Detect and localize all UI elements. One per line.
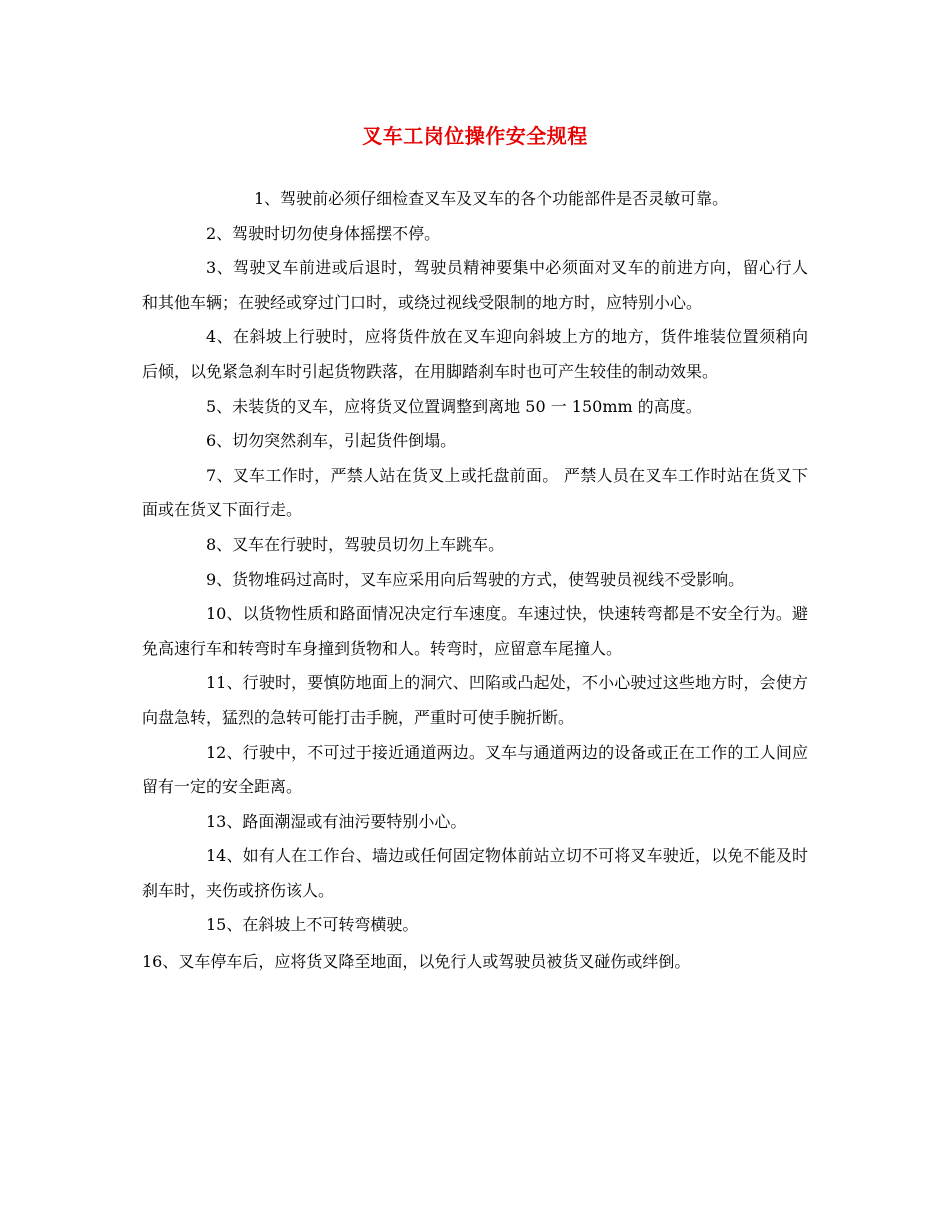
rule-paragraph-12: 12、行驶中，不可过于接近通道两边。叉车与通道两边的设备或正在工作的工人间应留有一定的安全距离。 bbox=[142, 742, 808, 797]
document-title: 叉车工岗位操作安全规程 bbox=[362, 124, 588, 148]
rule-paragraph-9: 9、货物堆码过高时，叉车应采用向后驾驶的方式，使驾驶员视线不受影响。 bbox=[206, 569, 745, 589]
rule-paragraph-13: 13、路面潮湿或有油污要特别小心。 bbox=[206, 811, 467, 831]
rule-paragraph-16: 16、叉车停车后，应将货叉降至地面，以免行人或驾驶员被货叉碰伤或绊倒。 bbox=[142, 952, 691, 972]
document-body bbox=[142, 182, 808, 980]
rule-paragraph-15: 15、在斜坡上不可转弯横驶。 bbox=[206, 915, 419, 935]
rule-paragraph-6: 6、切勿突然刹车，引起货件倒塌。 bbox=[206, 431, 457, 451]
rule-paragraph-2: 2、驾驶时切勿使身体摇摆不停。 bbox=[206, 223, 441, 243]
rule-paragraph-5: 5、未装货的叉车，应将货叉位置调整到离地 50 一 150mm 的高度。 bbox=[206, 396, 702, 416]
rule-paragraph-10: 10、以货物性质和路面情况决定行车速度。车速过快，快速转弯都是不安全行为。避免高速行车和转弯时车身撞到货物和人。转弯时，应留意车尾撞人。 bbox=[142, 604, 808, 658]
rule-paragraph-14: 14、如有人在工作台、墙边或任何固定物体前站立切不可将叉车驶近，以免不能及时刹车时，夹伤或挤伤该人。 bbox=[142, 846, 808, 900]
rule-paragraph-4: 4、在斜坡上行驶时，应将货件放在叉车迎向斜坡上方的地方，货件堆装位置须稍向后倾，以免紧急刹车时引起货物跌落，在用脚踏刹车时也可产生较佳的制动效果。 bbox=[142, 327, 808, 381]
rule-paragraph-8: 8、叉车在行驶时，驾驶员切勿上车跳车。 bbox=[206, 534, 505, 554]
rule-paragraph-1: 1、驾驶前必须仔细检查叉车及叉车的各个功能部件是否灵敏可靠。 bbox=[254, 189, 729, 208]
rule-paragraph-3: 3、驾驶叉车前进或后退时，驾驶员精神要集中必须面对叉车的前进方向，留心行人和其他车辆；在驶经或穿过门口时，或绕过视线受限制的地方时，应特别小心。 bbox=[142, 258, 808, 312]
rule-paragraph-7: 7、叉车工作时，严禁人站在货叉上或托盘前面。 严禁人员在叉车工作时站在货叉下面或在货叉下面行走。 bbox=[142, 465, 808, 520]
rule-paragraph-11: 11、行驶时，要慎防地面上的洞穴、凹陷或凸起处，不小心驶过这些地方时，会使方向盘急转，猛烈的急转可能打击手腕，严重时可使手腕折断。 bbox=[142, 673, 808, 727]
